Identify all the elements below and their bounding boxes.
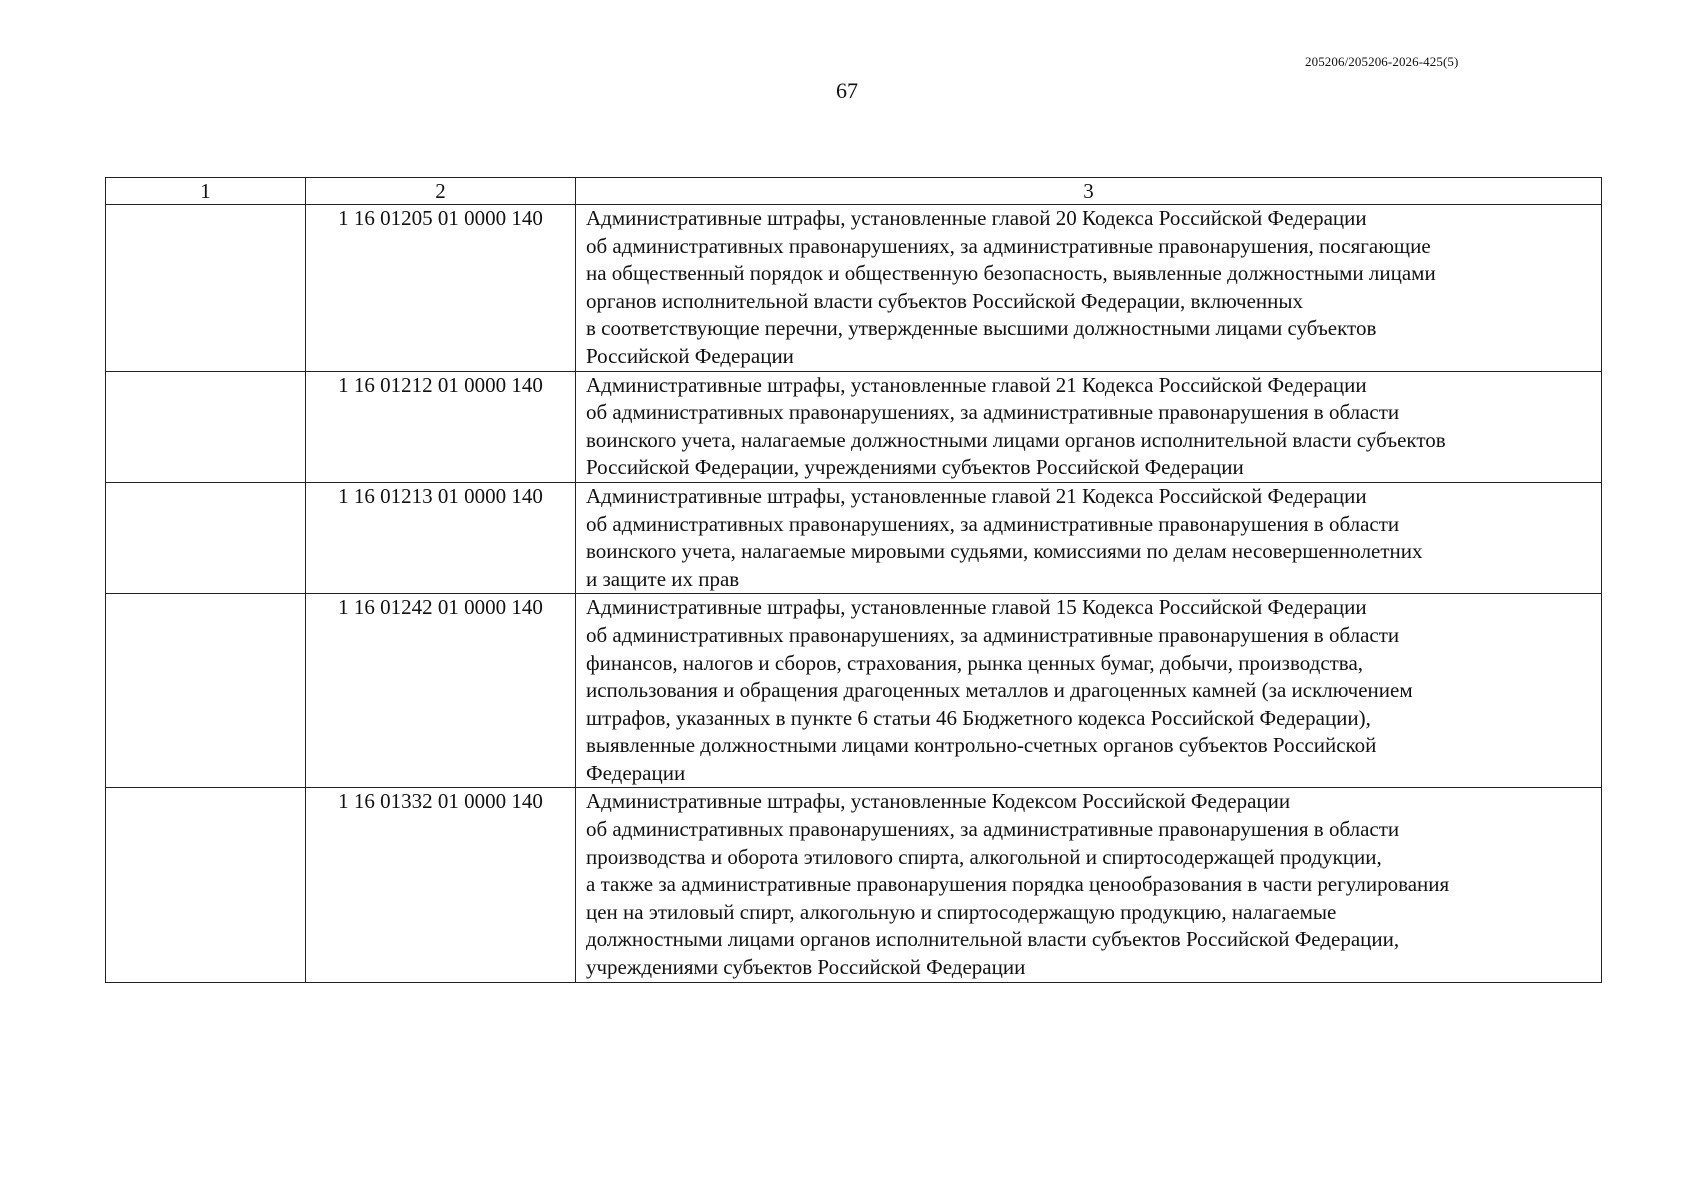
table-row [106, 205, 1602, 372]
cell-budget-code: 1 16 01242 01 0000 140 [306, 594, 576, 788]
table-row [106, 371, 1602, 482]
cell-budget-code: 1 16 01332 01 0000 140 [306, 788, 576, 982]
cell-budget-code: 1 16 01212 01 0000 140 [306, 371, 576, 482]
column-header-1: 1 [106, 178, 306, 205]
description-line: использования и обращения драгоценных металлов и драгоценных камней (за исключением [586, 678, 1413, 703]
description-line: об административных правонарушениях, за административные правонарушения, посягающие [586, 233, 1431, 258]
table-row [106, 482, 1602, 593]
description-line: Федерации [586, 760, 686, 785]
description-line: должностными лицами органов исполнительной власти субъектов Российской Федерации, [586, 927, 1400, 952]
column-header-2: 2 [306, 178, 576, 205]
description-line: воинского учета, налагаемые должностными лицами органов исполнительной власти субъектов [586, 427, 1446, 452]
fines-table [105, 177, 1602, 983]
cell-col1 [106, 788, 306, 982]
description-line: производства и оборота этилового спирта, алкогольной и спиртосодержащей продукции, [586, 844, 1382, 869]
cell-description [576, 788, 1602, 982]
cell-description [576, 371, 1602, 482]
cell-budget-code: 1 16 01213 01 0000 140 [306, 482, 576, 593]
cell-col1 [106, 205, 306, 372]
description-line: в соответствующие перечни, утвержденные высшими должностными лицами субъектов [586, 316, 1377, 341]
description-line: Административные штрафы, установленные главой 20 Кодекса Российской Федерации [586, 206, 1367, 230]
cell-budget-code: 1 16 01205 01 0000 140 [306, 205, 576, 372]
column-header-3: 3 [576, 178, 1602, 205]
description-line: Российской Федерации, учреждениями субъектов Российской Федерации [586, 455, 1244, 480]
cell-description [576, 482, 1602, 593]
cell-col1 [106, 482, 306, 593]
description-line: Административные штрафы, установленные главой 21 Кодекса Российской Федерации [586, 372, 1367, 397]
description-line: об административных правонарушениях, за административные правонарушения в области [586, 817, 1400, 842]
description-line: выявленные должностными лицами контрольно-счетных органов субъектов Российской [586, 733, 1377, 758]
table-row [106, 594, 1602, 788]
description-line: об административных правонарушениях, за административные правонарушения в области [586, 511, 1400, 536]
table-body [106, 205, 1602, 983]
description-line: финансов, налогов и сборов, страхования, рынка ценных бумаг, добычи, производства, [586, 650, 1364, 675]
cell-description [576, 594, 1602, 788]
description-line: воинского учета, налагаемые мировыми судьями, комиссиями по делам несовершеннолетних [586, 539, 1423, 564]
cell-description [576, 205, 1602, 372]
table-header-row [106, 178, 1602, 205]
document-id: 205206/205206-2026-425(5) [1305, 54, 1459, 69]
description-line: об административных правонарушениях, за административные правонарушения в области [586, 400, 1400, 425]
description-line: об административных правонарушениях, за административные правонарушения в области [586, 622, 1400, 647]
description-line: органов исполнительной власти субъектов Российской Федерации, включенных [586, 288, 1303, 313]
description-line: а также за административные правонарушения порядка ценообразования в части регулирования [586, 872, 1450, 897]
description-line: учреждениями субъектов Российской Федерации [586, 955, 1026, 980]
page-number: 67 [836, 78, 858, 103]
cell-col1 [106, 371, 306, 482]
description-line: Административные штрафы, установленные главой 21 Кодекса Российской Федерации [586, 483, 1367, 508]
description-line: Административные штрафы, установленные Кодексом Российской Федерации [586, 789, 1291, 814]
description-line: Административные штрафы, установленные главой 15 Кодекса Российской Федерации [586, 595, 1367, 620]
description-line: штрафов, указанных в пункте 6 статьи 46 Бюджетного кодекса Российской Федерации), [586, 705, 1371, 730]
description-line: на общественный порядок и общественную безопасность, выявленные должностными лицами [586, 261, 1436, 286]
cell-col1 [106, 594, 306, 788]
table-row [106, 788, 1602, 982]
description-line: и защите их прав [586, 566, 740, 591]
description-line: цен на этиловый спирт, алкогольную и спиртосодержащую продукцию, налагаемые [586, 899, 1337, 924]
description-line: Российской Федерации [586, 343, 794, 368]
